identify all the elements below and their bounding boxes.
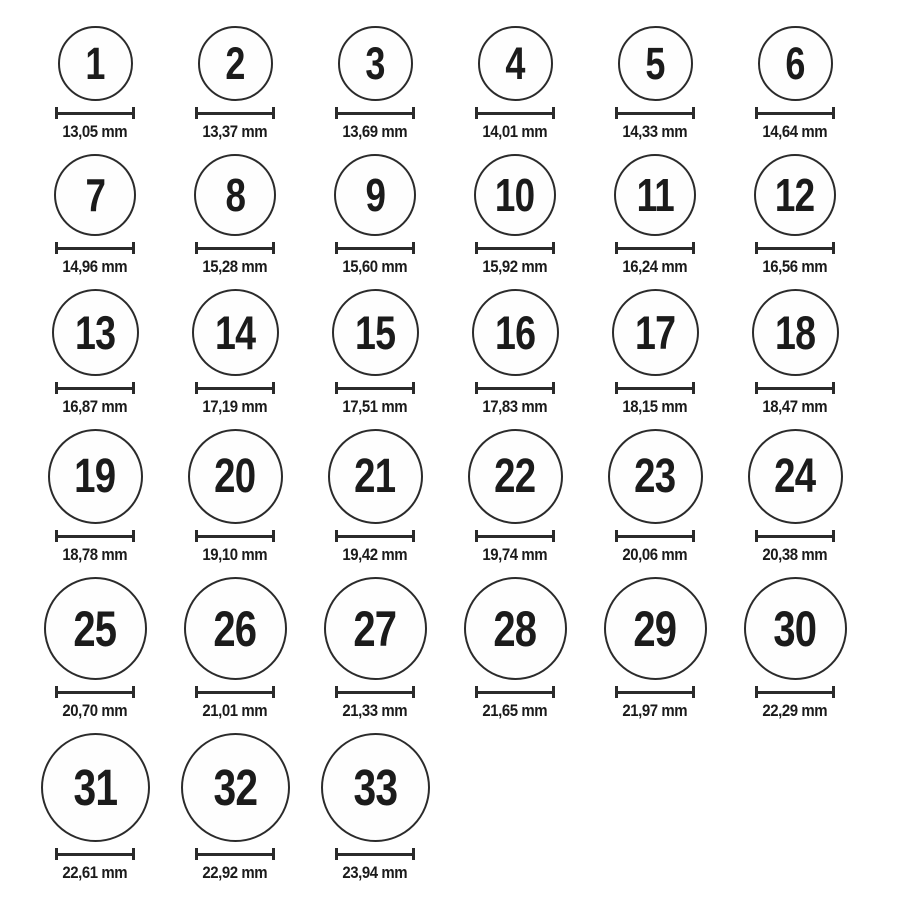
measure-bar bbox=[55, 686, 135, 698]
measure-bar bbox=[475, 107, 555, 119]
ring-circle bbox=[184, 577, 287, 680]
ring-size-item bbox=[25, 289, 165, 417]
measure-bar bbox=[335, 848, 415, 860]
measure-bar bbox=[195, 107, 275, 119]
ring-circle bbox=[328, 429, 423, 524]
ring-size-item bbox=[305, 154, 445, 277]
measure-line bbox=[338, 691, 412, 694]
ring-size-item bbox=[585, 429, 725, 565]
measure-bar bbox=[55, 848, 135, 860]
diameter-label: 17,51 mm bbox=[342, 397, 408, 416]
ring-circle bbox=[321, 733, 430, 842]
ring-size-number: 31 bbox=[73, 759, 117, 816]
measure-endcap-right bbox=[412, 107, 415, 119]
measure-endcap-right bbox=[552, 382, 555, 394]
ring-size-item bbox=[25, 577, 165, 721]
measure-line bbox=[618, 247, 692, 250]
measure-endcap-right bbox=[272, 107, 275, 119]
measure-endcap-right bbox=[692, 242, 695, 254]
ring-circle bbox=[48, 429, 143, 524]
measure-line bbox=[58, 691, 132, 694]
diameter-label: 21,33 mm bbox=[342, 701, 408, 720]
ring-size-item bbox=[725, 429, 865, 565]
ring-size-number: 30 bbox=[773, 600, 817, 657]
ring-size-item bbox=[25, 733, 165, 883]
measure-line bbox=[478, 691, 552, 694]
diameter-label: 22,61 mm bbox=[62, 863, 128, 882]
ring-size-item bbox=[445, 26, 585, 142]
measure-bar bbox=[335, 530, 415, 542]
diameter-label: 18,78 mm bbox=[62, 545, 128, 564]
ring-size-item bbox=[585, 154, 725, 277]
ring-size-item bbox=[585, 577, 725, 721]
measure-line bbox=[198, 387, 272, 390]
diameter-label: 14,64 mm bbox=[762, 122, 828, 141]
measure-line bbox=[478, 387, 552, 390]
measure-bar bbox=[755, 242, 835, 254]
measure-bar bbox=[55, 382, 135, 394]
measure-bar bbox=[615, 107, 695, 119]
measure-line bbox=[198, 112, 272, 115]
ring-circle bbox=[748, 429, 843, 524]
ring-size-number: 19 bbox=[74, 449, 116, 503]
ring-circle bbox=[192, 289, 279, 376]
measure-line bbox=[58, 535, 132, 538]
ring-size-number: 16 bbox=[494, 306, 536, 359]
ring-size-item bbox=[165, 154, 305, 277]
ring-circle bbox=[194, 154, 276, 236]
chart-row bbox=[25, 429, 900, 565]
measure-line bbox=[758, 247, 832, 250]
diameter-label: 15,28 mm bbox=[202, 257, 268, 276]
ring-size-item bbox=[165, 26, 305, 142]
measure-bar bbox=[335, 686, 415, 698]
ring-circle bbox=[54, 154, 136, 236]
ring-circle bbox=[188, 429, 283, 524]
chart-row bbox=[25, 289, 900, 417]
ring-size-item bbox=[305, 577, 445, 721]
ring-circle bbox=[338, 26, 413, 101]
ring-size-number: 22 bbox=[494, 449, 536, 503]
chart-row bbox=[25, 733, 900, 883]
diameter-label: 23,94 mm bbox=[342, 863, 408, 882]
ring-size-number: 5 bbox=[645, 38, 665, 89]
diameter-label: 17,19 mm bbox=[202, 397, 268, 416]
measure-endcap-right bbox=[272, 848, 275, 860]
ring-size-number: 21 bbox=[354, 449, 396, 503]
ring-circle bbox=[44, 577, 147, 680]
ring-circle bbox=[198, 26, 273, 101]
measure-bar bbox=[755, 686, 835, 698]
diameter-label: 20,70 mm bbox=[62, 701, 128, 720]
measure-bar bbox=[195, 848, 275, 860]
diameter-label: 21,65 mm bbox=[482, 701, 548, 720]
measure-endcap-right bbox=[832, 242, 835, 254]
ring-size-item bbox=[725, 289, 865, 417]
ring-circle bbox=[614, 154, 696, 236]
diameter-label: 16,24 mm bbox=[622, 257, 688, 276]
ring-size-number: 28 bbox=[493, 600, 537, 657]
ring-circle bbox=[612, 289, 699, 376]
measure-endcap-right bbox=[412, 848, 415, 860]
ring-circle bbox=[58, 26, 133, 101]
measure-endcap-right bbox=[412, 686, 415, 698]
measure-endcap-right bbox=[692, 382, 695, 394]
measure-endcap-right bbox=[832, 686, 835, 698]
ring-size-item bbox=[305, 733, 445, 883]
diameter-label: 22,29 mm bbox=[762, 701, 828, 720]
measure-line bbox=[58, 387, 132, 390]
ring-circle bbox=[754, 154, 836, 236]
ring-circle bbox=[758, 26, 833, 101]
diameter-label: 18,47 mm bbox=[762, 397, 828, 416]
measure-bar bbox=[615, 530, 695, 542]
diameter-label: 21,97 mm bbox=[622, 701, 688, 720]
ring-size-item bbox=[165, 577, 305, 721]
diameter-label: 15,60 mm bbox=[342, 257, 408, 276]
measure-endcap-right bbox=[692, 107, 695, 119]
measure-endcap-right bbox=[132, 686, 135, 698]
diameter-label: 20,38 mm bbox=[762, 545, 828, 564]
ring-size-item bbox=[445, 429, 585, 565]
diameter-label: 14,01 mm bbox=[482, 122, 548, 141]
ring-size-number: 8 bbox=[225, 169, 245, 221]
measure-endcap-right bbox=[412, 530, 415, 542]
measure-bar bbox=[755, 530, 835, 542]
measure-line bbox=[618, 535, 692, 538]
ring-circle bbox=[604, 577, 707, 680]
measure-bar bbox=[615, 382, 695, 394]
ring-circle bbox=[752, 289, 839, 376]
measure-endcap-right bbox=[132, 382, 135, 394]
ring-size-number: 17 bbox=[634, 306, 676, 359]
diameter-label: 15,92 mm bbox=[482, 257, 548, 276]
measure-bar bbox=[755, 107, 835, 119]
chart-row bbox=[25, 154, 900, 277]
measure-endcap-right bbox=[272, 242, 275, 254]
measure-endcap-right bbox=[272, 382, 275, 394]
diameter-label: 16,56 mm bbox=[762, 257, 828, 276]
measure-line bbox=[618, 112, 692, 115]
ring-size-number: 23 bbox=[634, 449, 676, 503]
measure-endcap-right bbox=[832, 382, 835, 394]
ring-size-item bbox=[725, 154, 865, 277]
ring-size-item bbox=[445, 577, 585, 721]
measure-bar bbox=[335, 242, 415, 254]
chart-row bbox=[25, 577, 900, 721]
ring-size-number: 14 bbox=[214, 306, 256, 359]
ring-size-item bbox=[305, 289, 445, 417]
measure-bar bbox=[195, 530, 275, 542]
measure-bar bbox=[475, 530, 555, 542]
measure-line bbox=[198, 535, 272, 538]
measure-line bbox=[338, 247, 412, 250]
ring-circle bbox=[618, 26, 693, 101]
measure-bar bbox=[55, 530, 135, 542]
ring-size-number: 26 bbox=[213, 600, 257, 657]
ring-size-number: 12 bbox=[775, 169, 815, 221]
measure-endcap-right bbox=[272, 686, 275, 698]
ring-circle bbox=[332, 289, 419, 376]
ring-circle bbox=[474, 154, 556, 236]
measure-endcap-right bbox=[132, 848, 135, 860]
ring-circle bbox=[41, 733, 150, 842]
ring-size-item bbox=[305, 429, 445, 565]
measure-endcap-right bbox=[692, 686, 695, 698]
measure-endcap-right bbox=[552, 530, 555, 542]
ring-size-number: 25 bbox=[73, 600, 117, 657]
measure-endcap-right bbox=[552, 686, 555, 698]
ring-size-number: 7 bbox=[85, 169, 105, 221]
ring-size-number: 24 bbox=[774, 449, 816, 503]
ring-size-item bbox=[305, 26, 445, 142]
diameter-label: 18,15 mm bbox=[622, 397, 688, 416]
ring-size-item bbox=[25, 26, 165, 142]
ring-circle bbox=[334, 154, 416, 236]
measure-endcap-right bbox=[132, 530, 135, 542]
ring-circle bbox=[181, 733, 290, 842]
ring-circle bbox=[468, 429, 563, 524]
ring-size-number: 15 bbox=[354, 306, 396, 359]
ring-size-number: 13 bbox=[74, 306, 116, 359]
diameter-label: 14,33 mm bbox=[622, 122, 688, 141]
measure-bar bbox=[195, 686, 275, 698]
measure-bar bbox=[475, 242, 555, 254]
measure-bar bbox=[55, 107, 135, 119]
ring-circle bbox=[52, 289, 139, 376]
chart-row bbox=[25, 26, 900, 142]
ring-circle bbox=[478, 26, 553, 101]
ring-size-item bbox=[585, 26, 725, 142]
diameter-label: 19,42 mm bbox=[342, 545, 408, 564]
ring-size-number: 9 bbox=[365, 169, 385, 221]
ring-circle bbox=[472, 289, 559, 376]
ring-size-item bbox=[25, 154, 165, 277]
measure-bar bbox=[55, 242, 135, 254]
ring-size-number: 27 bbox=[353, 600, 397, 657]
ring-size-item bbox=[725, 26, 865, 142]
ring-size-item bbox=[445, 154, 585, 277]
ring-size-number: 20 bbox=[214, 449, 256, 503]
diameter-label: 20,06 mm bbox=[622, 545, 688, 564]
ring-size-item bbox=[165, 429, 305, 565]
measure-line bbox=[478, 112, 552, 115]
measure-endcap-right bbox=[832, 530, 835, 542]
measure-line bbox=[758, 387, 832, 390]
diameter-label: 19,10 mm bbox=[202, 545, 268, 564]
measure-endcap-right bbox=[412, 242, 415, 254]
measure-line bbox=[478, 535, 552, 538]
diameter-label: 22,92 mm bbox=[202, 863, 268, 882]
measure-bar bbox=[195, 242, 275, 254]
diameter-label: 16,87 mm bbox=[62, 397, 128, 416]
ring-size-number: 6 bbox=[785, 38, 805, 89]
ring-size-item bbox=[25, 429, 165, 565]
diameter-label: 19,74 mm bbox=[482, 545, 548, 564]
measure-bar bbox=[335, 382, 415, 394]
diameter-label: 14,96 mm bbox=[62, 257, 128, 276]
measure-line bbox=[758, 112, 832, 115]
ring-size-number: 10 bbox=[495, 169, 535, 221]
measure-line bbox=[58, 112, 132, 115]
measure-line bbox=[58, 247, 132, 250]
ring-size-number: 1 bbox=[85, 38, 105, 89]
ring-size-number: 4 bbox=[505, 38, 525, 89]
diameter-label: 13,37 mm bbox=[202, 122, 268, 141]
ring-size-number: 18 bbox=[774, 306, 816, 359]
measure-endcap-right bbox=[272, 530, 275, 542]
measure-line bbox=[338, 387, 412, 390]
ring-circle bbox=[608, 429, 703, 524]
measure-line bbox=[758, 691, 832, 694]
measure-bar bbox=[335, 107, 415, 119]
measure-line bbox=[58, 853, 132, 856]
ring-size-item bbox=[585, 289, 725, 417]
diameter-label: 13,69 mm bbox=[342, 122, 408, 141]
ring-size-item bbox=[165, 289, 305, 417]
measure-bar bbox=[755, 382, 835, 394]
diameter-label: 21,01 mm bbox=[202, 701, 268, 720]
ring-size-number: 33 bbox=[353, 759, 397, 816]
measure-line bbox=[198, 247, 272, 250]
measure-endcap-right bbox=[552, 242, 555, 254]
measure-line bbox=[478, 247, 552, 250]
ring-size-number: 32 bbox=[213, 759, 257, 816]
measure-line bbox=[758, 535, 832, 538]
measure-line bbox=[338, 853, 412, 856]
ring-circle bbox=[464, 577, 567, 680]
ring-circle bbox=[324, 577, 427, 680]
measure-endcap-right bbox=[412, 382, 415, 394]
measure-line bbox=[338, 112, 412, 115]
measure-endcap-right bbox=[692, 530, 695, 542]
measure-line bbox=[618, 387, 692, 390]
measure-bar bbox=[195, 382, 275, 394]
ring-size-item bbox=[725, 577, 865, 721]
ring-size-number: 29 bbox=[633, 600, 677, 657]
ring-size-number: 11 bbox=[636, 169, 674, 221]
diameter-label: 17,83 mm bbox=[482, 397, 548, 416]
measure-line bbox=[198, 691, 272, 694]
measure-endcap-right bbox=[552, 107, 555, 119]
measure-endcap-right bbox=[132, 242, 135, 254]
measure-endcap-right bbox=[132, 107, 135, 119]
measure-line bbox=[338, 535, 412, 538]
ring-size-number: 2 bbox=[225, 38, 245, 89]
ring-circle bbox=[744, 577, 847, 680]
ring-size-item bbox=[165, 733, 305, 883]
measure-bar bbox=[475, 686, 555, 698]
diameter-label: 13,05 mm bbox=[62, 122, 128, 141]
measure-line bbox=[618, 691, 692, 694]
ring-size-number: 3 bbox=[365, 38, 385, 89]
ring-size-item bbox=[445, 289, 585, 417]
measure-bar bbox=[475, 382, 555, 394]
measure-bar bbox=[615, 686, 695, 698]
measure-endcap-right bbox=[832, 107, 835, 119]
measure-bar bbox=[615, 242, 695, 254]
measure-line bbox=[198, 853, 272, 856]
